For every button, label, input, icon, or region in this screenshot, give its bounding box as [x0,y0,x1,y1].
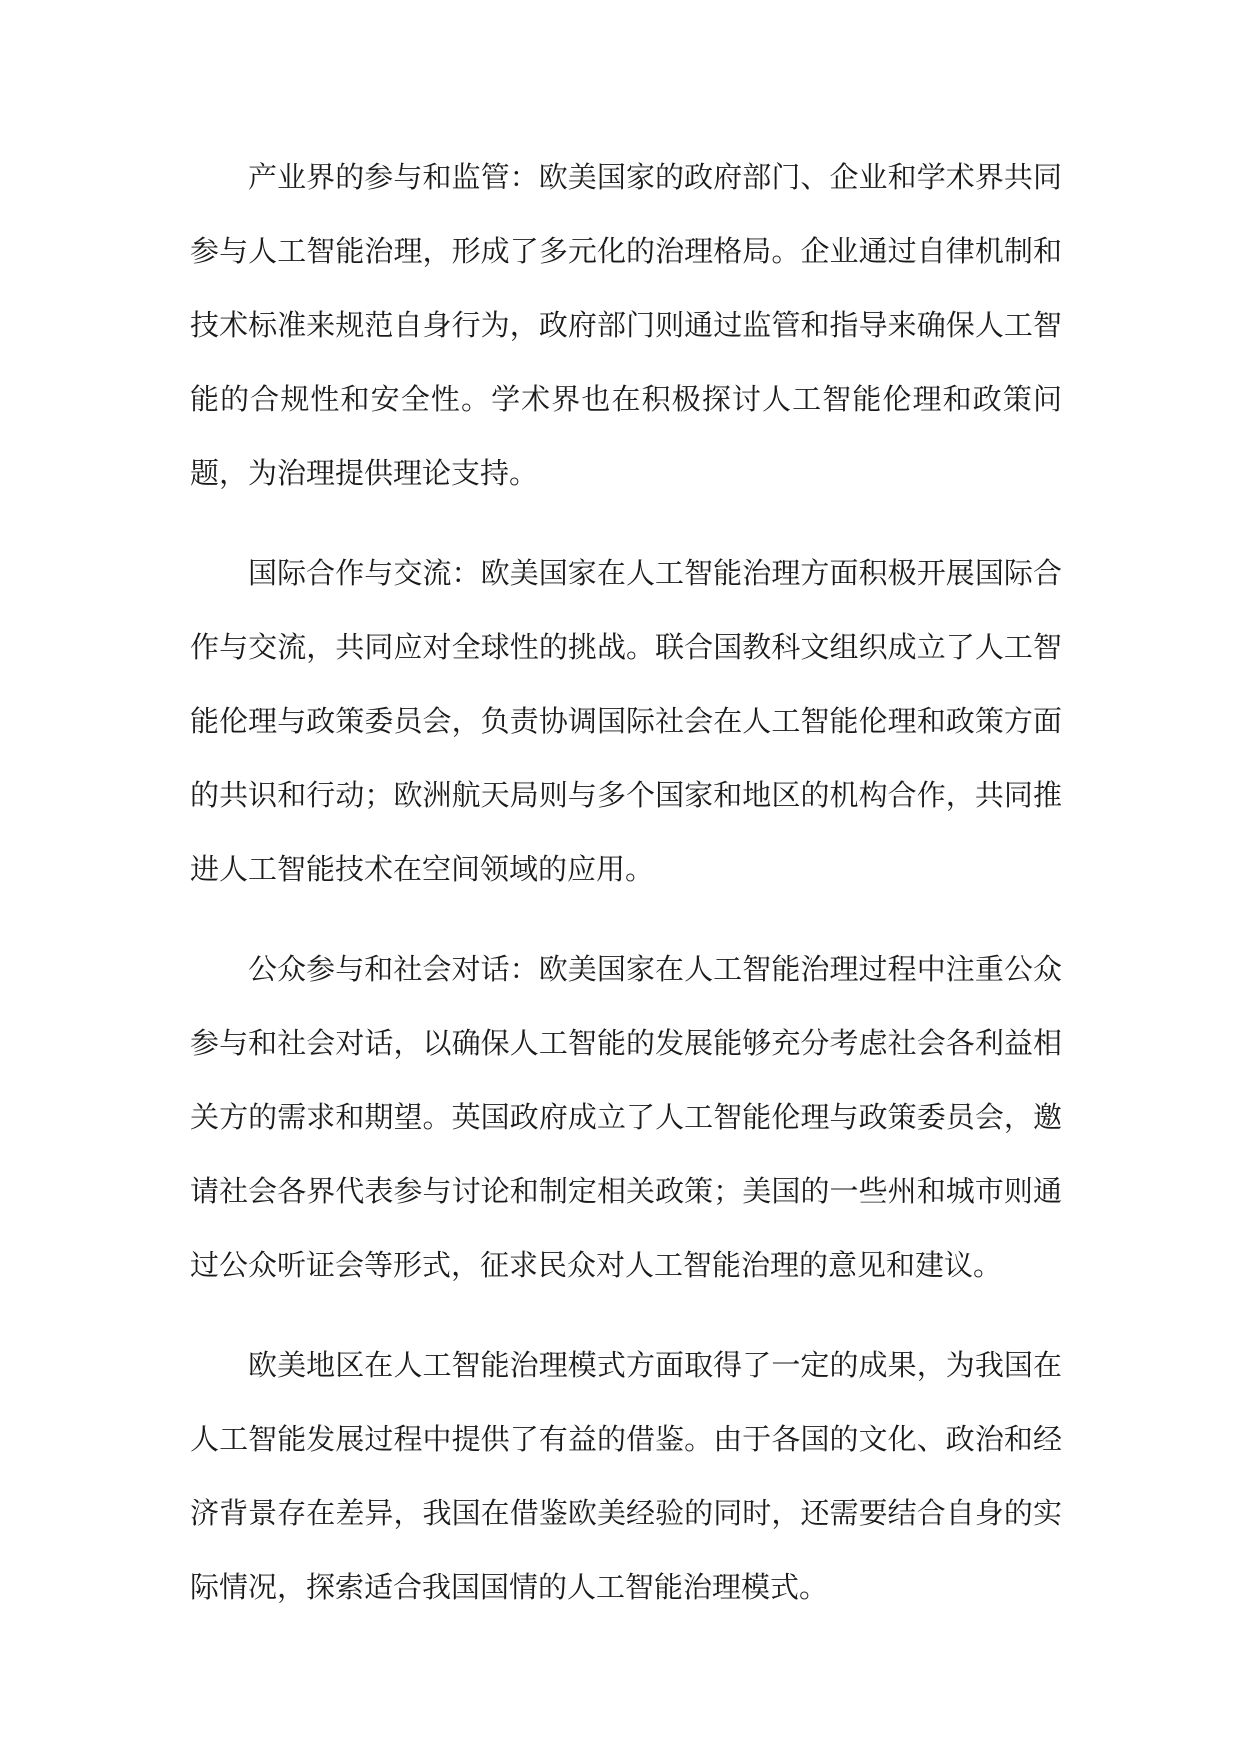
paragraph-international-cooperation: 国际合作与交流：欧美国家在人工智能治理方面积极开展国际合作与交流，共同应对全球性的挑战。联合国教科文组织成立了人工智能伦理与政策委员会，负责协调国际社会在人工智能伦理和政策方面的共识和行动；欧洲航天局则与多个国家和地区的机构合作，共同推进人工智能技术在空间领域的应用。 [190,556,1062,886]
paragraph-public-participation: 公众参与和社会对话：欧美国家在人工智能治理过程中注重公众参与和社会对话，以确保人工智能的发展能够充分考虑社会各利益相关方的需求和期望。英国政府成立了人工智能伦理与政策委员会，邀请社会各界代表参与讨论和制定相关政策；美国的一些州和城市则通过公众听证会等形式，征求民众对人工智能治理的意见和建议。 [190,952,1062,1282]
document-body [190,140,1062,1650]
paragraph-industry-participation: 产业界的参与和监管：欧美国家的政府部门、企业和学术界共同参与人工智能治理，形成了多元化的治理格局。企业通过自律机制和技术标准来规范自身行为，政府部门则通过监管和指导来确保人工智能的合规性和安全性。学术界也在积极探讨人工智能伦理和政策问题，为治理提供理论支持。 [190,160,1062,490]
paragraph-conclusion: 欧美地区在人工智能治理模式方面取得了一定的成果，为我国在人工智能发展过程中提供了有益的借鉴。由于各国的文化、政治和经济背景存在差异，我国在借鉴欧美经验的同时，还需要结合自身的实际情况，探索适合我国国情的人工智能治理模式。 [190,1348,1062,1604]
